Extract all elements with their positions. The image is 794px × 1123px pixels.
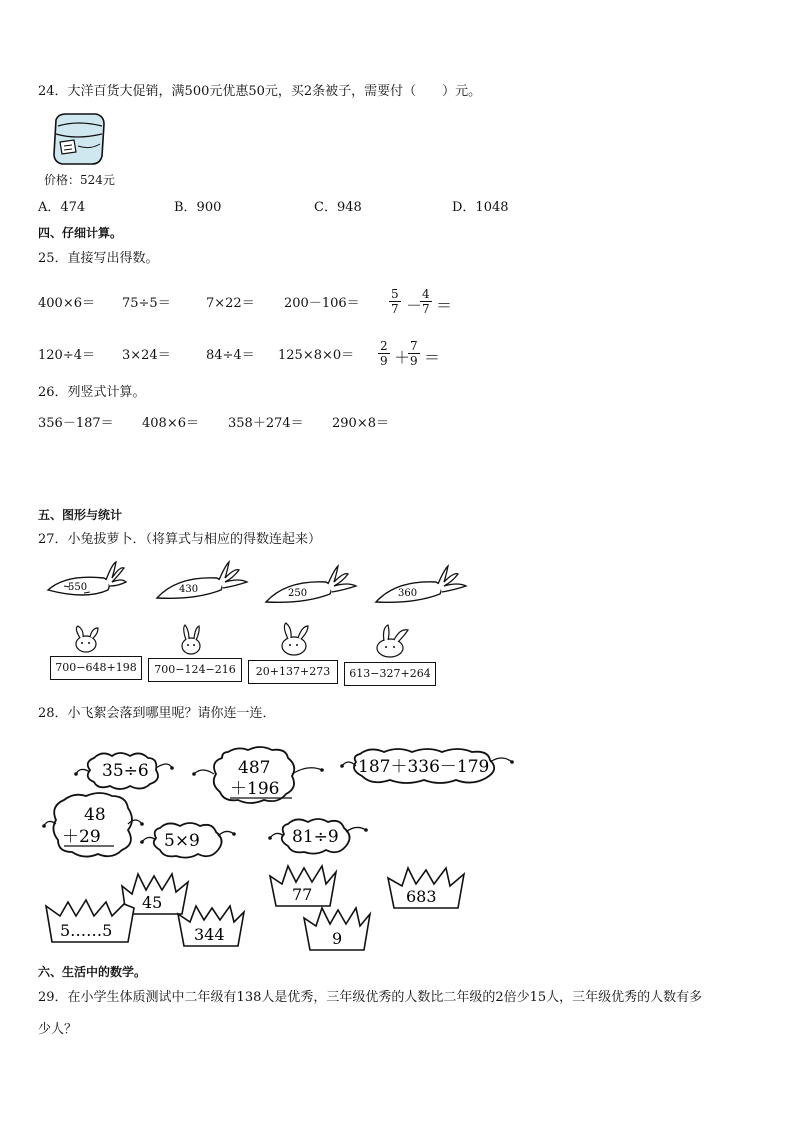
q25-r1-c4: 200－106＝ [284, 296, 360, 311]
grass-value-1: 45 [142, 893, 163, 912]
carrot-value-2: 430 [179, 584, 199, 595]
q24-question: 24．大洋百货大促销，满500元优惠50元，买2条被子，需要付（ ）元。 [38, 84, 482, 99]
q25-r1-equals: ＝ [436, 296, 453, 315]
q25-r1-c2: 75÷5＝ [122, 296, 171, 311]
expression-box-4: 613−327+264 [344, 662, 436, 686]
q28-title: 28．小飞絮会落到哪里呢？请你连一连． [38, 706, 276, 721]
grass-tuft-2 [268, 864, 338, 908]
quilt-illustration [48, 110, 108, 170]
cloud-1-expression: 35÷6 [102, 761, 149, 781]
q24-price-label: 价格：524元 [44, 173, 115, 187]
grass-value-3: 683 [406, 887, 437, 906]
dandelion-cloud-6 [268, 814, 374, 858]
rabbit-icon [368, 624, 412, 660]
cloud-5-expression: 5×9 [164, 831, 200, 851]
carrot-icon [155, 560, 251, 606]
grass-value-5: 344 [194, 925, 225, 944]
q25-r2-fraction-b: $\frac{7}{9}$ [410, 339, 418, 368]
q25-r2-equals: ＝ [424, 348, 441, 367]
expression-box-2: 700−124−216 [148, 658, 242, 682]
section6-title: 六、生活中的数学。 [38, 965, 147, 979]
q29-line-1: 29．在小学生体质测试中二年级有138人是优秀，三年级优秀的人数比二年级的2倍少15人，三年级优秀的人数有多 [38, 990, 703, 1005]
q25-r2-c3: 84÷4＝ [206, 348, 255, 363]
dandelion-cloud-1 [72, 748, 182, 792]
q24-option-c: C．948 [314, 200, 362, 215]
q24-option-d: D．1048 [452, 200, 509, 215]
q25-r1-c1: 400×6＝ [38, 296, 95, 311]
q25-r2-operator: ＋ [394, 348, 411, 367]
q25-r2-fraction-a: $\frac{2}{9}$ [380, 339, 388, 368]
dandelion-cloud-5 [140, 818, 240, 862]
q26-item-2: 408×6＝ [142, 416, 199, 431]
q26-item-1: 356－187＝ [38, 416, 114, 431]
q26-title: 26．列竖式计算。 [38, 385, 146, 400]
q29-line-2: 少人？ [38, 1022, 78, 1037]
q26-item-3: 358＋274＝ [228, 416, 304, 431]
grass-tuft-5 [176, 904, 246, 948]
rabbit-icon [176, 624, 206, 656]
q25-title: 25．直接写出得数。 [38, 251, 159, 266]
q25-r1-operator: － [406, 296, 423, 315]
q25-r2-c1: 120÷4＝ [38, 348, 95, 363]
cloud-2-top: 487 [238, 758, 271, 778]
carrot-icon [264, 562, 360, 608]
section4-title: 四、仔细计算。 [38, 226, 123, 240]
cloud-4-top: 48 [84, 805, 106, 825]
cloud-6-expression: 81÷9 [292, 827, 339, 847]
q25-r2-c2: 3×24＝ [122, 348, 171, 363]
dandelion-cloud-2 [188, 744, 330, 806]
q24-option-b: B．900 [174, 200, 222, 215]
grass-value-4: 5……5 [60, 921, 113, 940]
q25-r1-c3: 7×22＝ [206, 296, 255, 311]
carrot-value-4: 360 [398, 588, 418, 599]
dandelion-cloud-3 [340, 744, 520, 788]
section5-title: 五、图形与统计 [38, 508, 123, 522]
carrot-value-3: 250 [288, 588, 308, 599]
carrot-icon [374, 562, 470, 608]
grass-value-2: 77 [292, 885, 313, 904]
q24-option-a: A．474 [38, 200, 86, 215]
cloud-2-bottom: ＋196 [230, 779, 280, 799]
grass-tuft-4 [44, 898, 136, 944]
cloud-3-expression: 187＋336－179 [358, 757, 490, 777]
carrot-value-1: 550 [68, 582, 88, 593]
q25-r2-c4: 125×8×0＝ [278, 348, 355, 363]
rabbit-icon [66, 626, 106, 654]
q26-item-4: 290×8＝ [332, 416, 389, 431]
carrot-icon [46, 560, 128, 604]
q25-r1-fraction-b: $\frac{4}{7}$ [422, 287, 430, 316]
q27-title: 27．小兔拔萝卜．（将算式与相应的得数连起来） [38, 532, 322, 547]
grass-value-6: 9 [332, 929, 343, 948]
cloud-4-bottom: ＋29 [62, 827, 101, 847]
dandelion-cloud-4 [40, 790, 144, 860]
expression-box-1: 700−648+198 [50, 656, 142, 680]
expression-box-3: 20+137+273 [248, 660, 338, 684]
grass-tuft-3 [386, 866, 466, 910]
rabbit-icon [274, 622, 314, 658]
grass-tuft-6 [302, 906, 372, 952]
q25-r1-fraction-a: $\frac{5}{7}$ [391, 287, 399, 316]
